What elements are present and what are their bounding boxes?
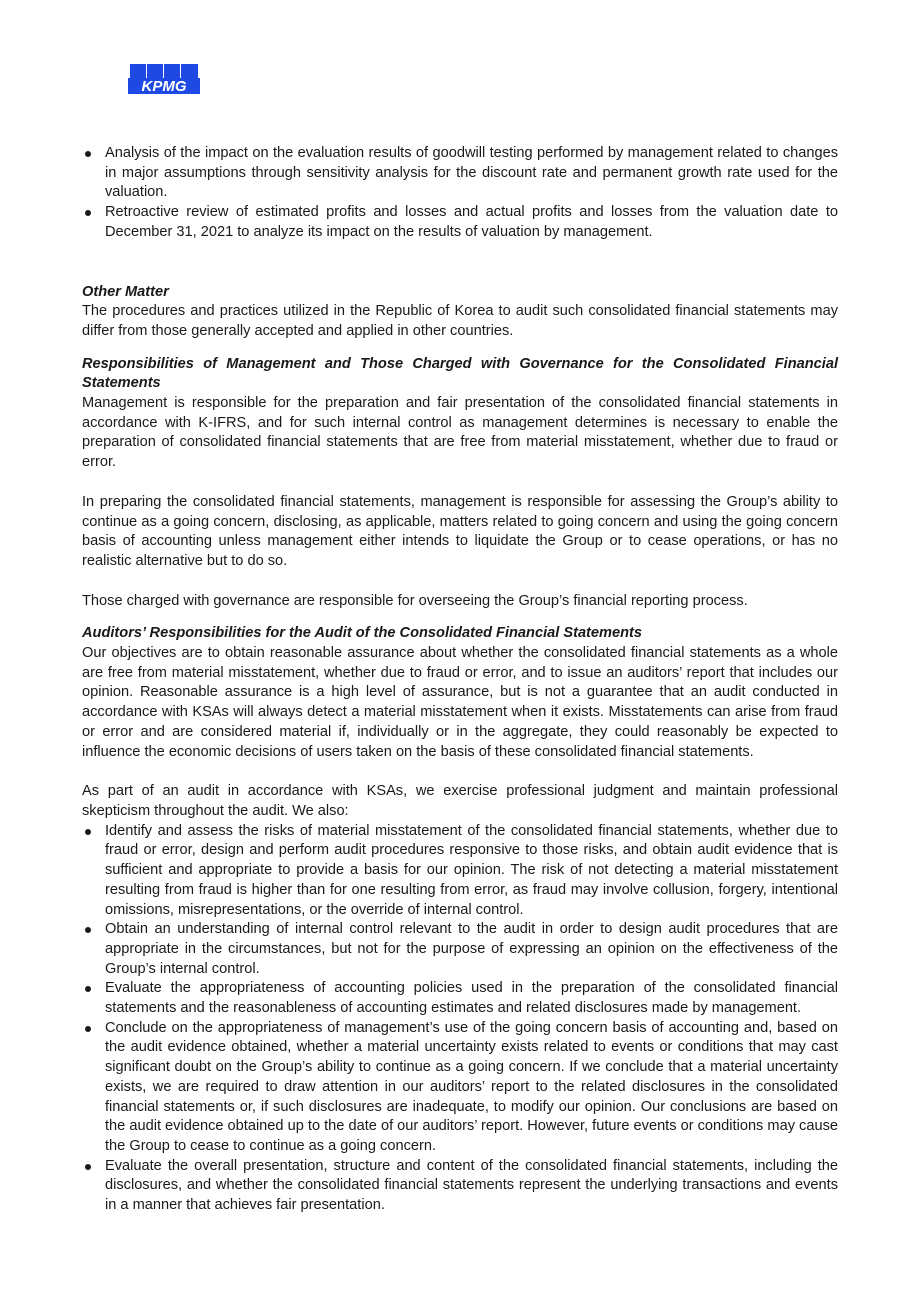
- list-item: Evaluate the overall presentation, structure and content of the consolidated financial statements, including the disclosures, and whether the consolidated financial statements represent the underlying transactions and events in a manner that achieves fair presentation.: [82, 1157, 838, 1216]
- auditors-bullet-list: [82, 822, 838, 1216]
- list-item: Analysis of the impact on the evaluation results of goodwill testing performed by management related to changes in major assumptions through sensitivity analysis for the discount rate and permanent growth rate used for the valuation.: [82, 144, 838, 203]
- kpmg-logo: [128, 64, 200, 94]
- top-bullet-list: [82, 144, 838, 243]
- logo-text: KPMG: [141, 78, 187, 94]
- list-item: Identify and assess the risks of material misstatement of the consolidated financial statements, whether due to fraud or error, design and perform audit procedures responsive to those risks, and obtain audit evidence that is sufficient and appropriate to provide a basis for our opinion. The risk of not detecting a material misstatement resulting from fraud is higher than for one resulting from error, as fraud may involve collusion, forgery, intentional omissions, misrepresentations, or the override of internal control.: [82, 822, 838, 921]
- auditors-heading: Auditors’ Responsibilities for the Audit of the Consolidated Financial Statements: [82, 625, 643, 642]
- management-paragraph: Management is responsible for the preparation and fair presentation of the consolidated financial statements in accordance with K-IFRS, and for such internal control as management determines is necessary to enable the preparation of consolidated financial statements that are free from material misstatement, whether due to fraud or error.: [82, 395, 838, 471]
- management-heading: Responsibilities of Management and Those Charged with Governance for the Consolidated Financial Statements: [82, 355, 838, 392]
- list-item: Obtain an understanding of internal control relevant to the audit in order to design audit procedures that are appropriate in the circumstances, but not for the purpose of expressing an opinion on the effectiveness of the Group’s internal control.: [82, 920, 838, 979]
- other-matter-heading: Other Matter: [82, 283, 169, 300]
- report-body: [82, 144, 838, 1216]
- auditors-paragraph: Our objectives are to obtain reasonable assurance about whether the consolidated financial statements as a whole are free from material misstatement, whether due to fraud or error, and to issue an auditors’ report that includes our opinion. Reasonable assurance is a high level of assurance, but is not a guarantee that an audit conducted in accordance with KSAs will always detect a material misstatement when it exists. Misstatements can arise from fraud or error and are considered material if, individually or in the aggregate, they could reasonably be expected to influence the economic decisions of users taken on the basis of these consolidated financial statements.: [82, 645, 838, 760]
- list-item: Conclude on the appropriateness of management’s use of the going concern basis of accounting and, based on the audit evidence obtained, whether a material uncertainty exists related to events or conditions that may cast significant doubt on the Group’s ability to continue as a going concern. If we conclude that a material uncertainty exists, we are required to draw attention in our auditors’ report to the related disclosures in the consolidated financial statements or, if such disclosures are inadequate, to modify our opinion. Our conclusions are based on the audit evidence obtained up to the date of our auditors’ report. However, future events or conditions may cause the Group to cease to continue as a going concern.: [82, 1019, 838, 1157]
- management-paragraph: In preparing the consolidated financial statements, management is responsible for assessing the Group’s ability to continue as a going concern, disclosing, as applicable, matters related to going concern and using the going concern basis of accounting unless management either intends to liquidate the Group or to cease operations, or has no realistic alternative but to do so.: [82, 493, 838, 569]
- list-item: Retroactive review of estimated profits and losses and actual profits and losses from the valuation date to December 31, 2021 to analyze its impact on the results of valuation by management.: [82, 203, 838, 242]
- management-paragraph: Those charged with governance are responsible for overseeing the Group’s financial reporting process.: [82, 592, 748, 609]
- other-matter-text: The procedures and practices utilized in the Republic of Korea to audit such consolidated financial statements may differ from those generally accepted and applied in other countries.: [82, 303, 838, 339]
- auditors-paragraph: As part of an audit in accordance with KSAs, we exercise professional judgment and maintain professional skepticism throughout the audit. We also:: [82, 783, 838, 819]
- list-item: Evaluate the appropriateness of accounting policies used in the preparation of the consolidated financial statements and the reasonableness of accounting estimates and related disclosures made by management.: [82, 979, 838, 1018]
